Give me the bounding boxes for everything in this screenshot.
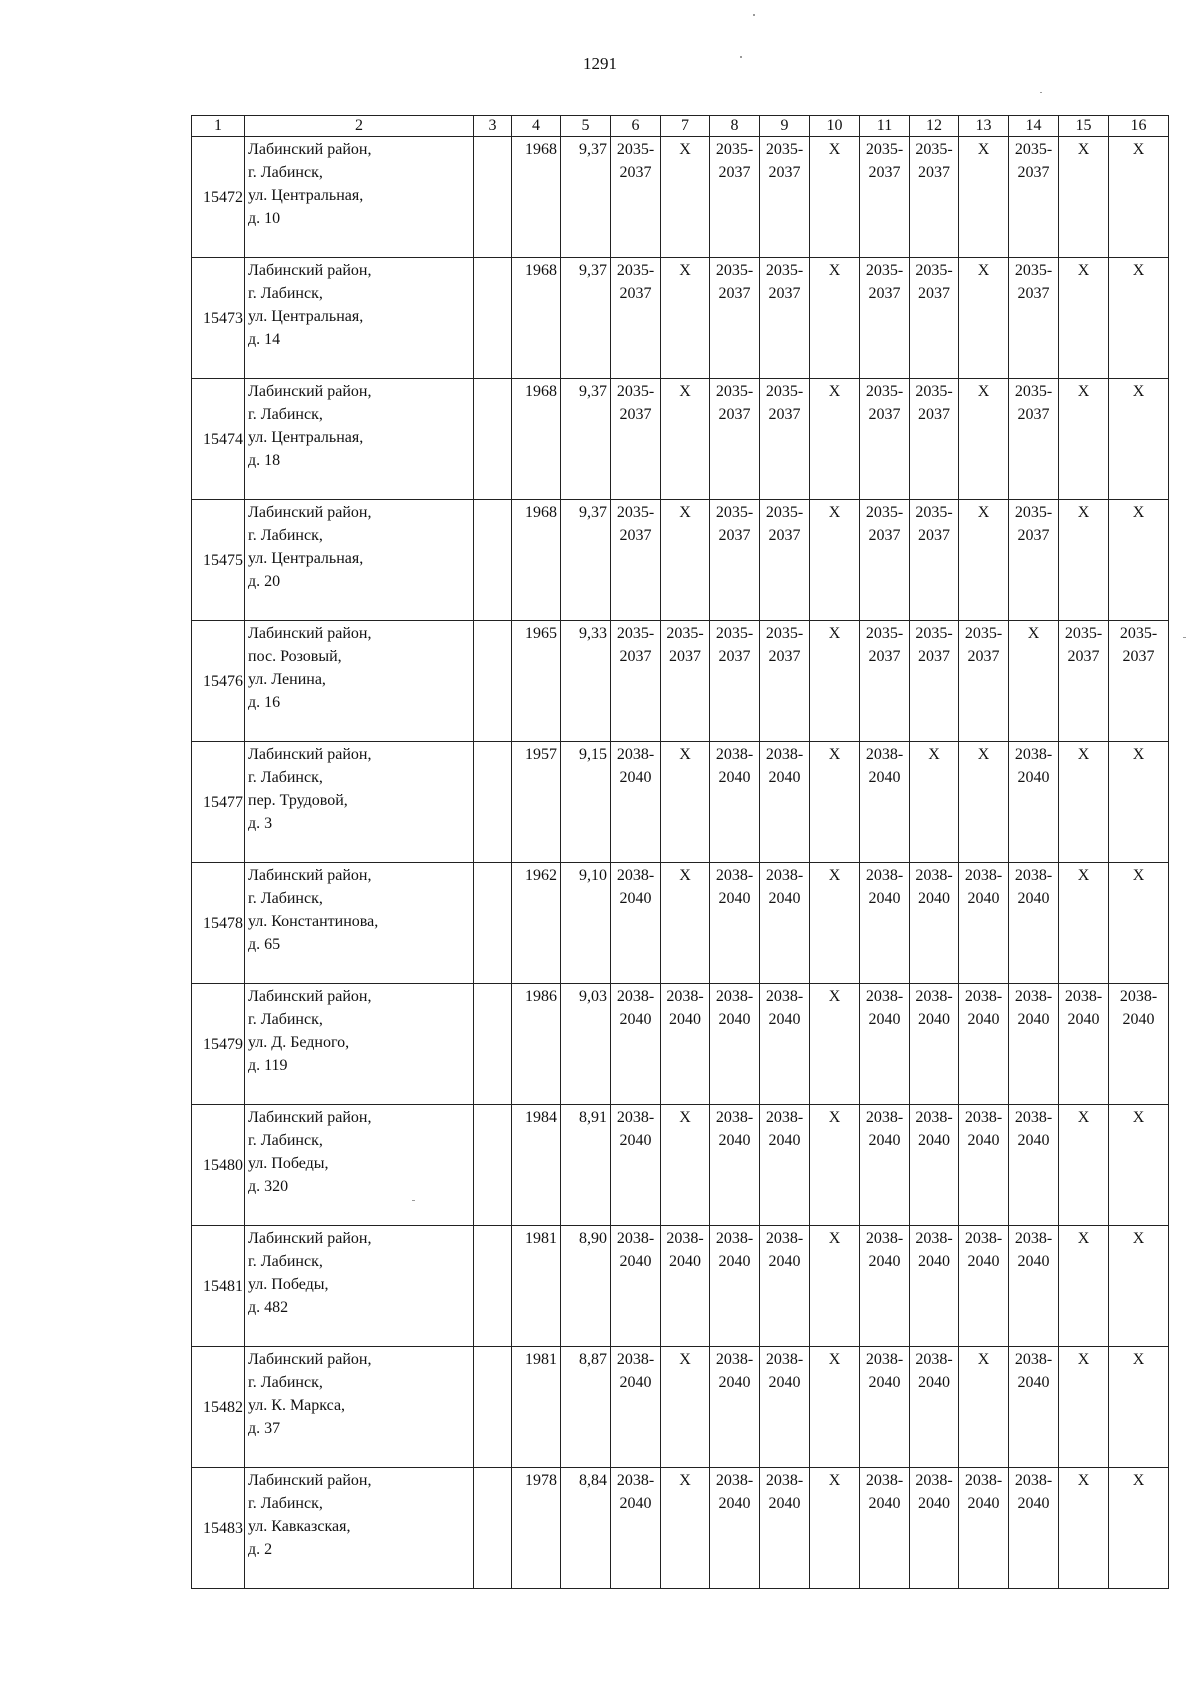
address-line: д. 16 — [248, 694, 281, 711]
period-cell: X — [1109, 258, 1169, 379]
period-cell: 2035- 2037 — [710, 379, 760, 500]
record-number: 15480 — [192, 1105, 245, 1226]
period-cell: X — [959, 137, 1009, 258]
period-cell: 2038- 2040 — [760, 1468, 810, 1589]
address-line: ул. Константинова, — [248, 913, 379, 930]
column-number: 2 — [245, 116, 474, 137]
period-cell: 2038- 2040 — [710, 1347, 760, 1468]
empty-cell — [474, 379, 512, 500]
record-number: 15479 — [192, 984, 245, 1105]
column-number: 6 — [611, 116, 661, 137]
period-cell: X — [810, 258, 860, 379]
address-cell — [245, 863, 474, 984]
coefficient-cell: 9,15 — [561, 742, 611, 863]
period-cell: 2038- 2040 — [611, 1105, 661, 1226]
period-cell: X — [661, 1347, 710, 1468]
table-row — [192, 137, 1169, 258]
period-cell: 2035- 2037 — [910, 379, 959, 500]
address-line: г. Лабинск, — [248, 769, 323, 786]
address-line: г. Лабинск, — [248, 285, 323, 302]
table-row — [192, 500, 1169, 621]
period-cell: 2035- 2037 — [860, 137, 910, 258]
address-line: д. 482 — [248, 1299, 289, 1316]
address-line: Лабинский район, — [248, 988, 372, 1005]
period-cell: 2035- 2037 — [760, 500, 810, 621]
record-number: 15482 — [192, 1347, 245, 1468]
address-line: г. Лабинск, — [248, 164, 323, 181]
address-line: ул. Победы, — [248, 1155, 329, 1172]
period-cell: 2038- 2040 — [611, 984, 661, 1105]
address-line: г. Лабинск, — [248, 1253, 323, 1270]
period-cell: X — [661, 1468, 710, 1589]
period-cell: X — [1059, 500, 1109, 621]
period-cell: 2035- 2037 — [860, 379, 910, 500]
address-line: д. 3 — [248, 815, 273, 832]
empty-cell — [474, 1105, 512, 1226]
year-cell: 1986 — [512, 984, 561, 1105]
period-cell: 2038- 2040 — [760, 1226, 810, 1347]
housing-register-table — [191, 115, 1169, 1589]
period-cell: 2038- 2040 — [611, 863, 661, 984]
address-line: Лабинский район, — [248, 746, 372, 763]
address-line: пер. Трудовой, — [248, 792, 348, 809]
column-number: 3 — [474, 116, 512, 137]
table-row — [192, 1468, 1169, 1589]
period-cell: 2038- 2040 — [760, 742, 810, 863]
column-number-row — [192, 116, 1169, 137]
period-cell: 2035- 2037 — [1009, 258, 1059, 379]
column-number: 4 — [512, 116, 561, 137]
period-cell: X — [1109, 500, 1169, 621]
address-line: д. 119 — [248, 1057, 288, 1074]
address-line: ул. Центральная, — [248, 187, 364, 204]
column-number: 5 — [561, 116, 611, 137]
period-cell: X — [661, 379, 710, 500]
period-cell: X — [810, 500, 860, 621]
period-cell: 2035- 2037 — [760, 621, 810, 742]
address-cell — [245, 742, 474, 863]
period-cell: X — [810, 621, 860, 742]
period-cell: 2035- 2037 — [910, 137, 959, 258]
period-cell: 2038- 2040 — [661, 984, 710, 1105]
record-number: 15483 — [192, 1468, 245, 1589]
address-line: Лабинский район, — [248, 504, 372, 521]
period-cell: X — [810, 984, 860, 1105]
period-cell: 2038- 2040 — [1109, 984, 1169, 1105]
address-line: Лабинский район, — [248, 1109, 372, 1126]
table-row — [192, 258, 1169, 379]
address-line: д. 18 — [248, 452, 281, 469]
period-cell: 2038- 2040 — [611, 1468, 661, 1589]
column-number: 11 — [860, 116, 910, 137]
period-cell: 2038- 2040 — [860, 1347, 910, 1468]
address-line: ул. К. Маркса, — [248, 1397, 346, 1414]
table-row — [192, 621, 1169, 742]
coefficient-cell: 9,33 — [561, 621, 611, 742]
period-cell: 2035- 2037 — [710, 137, 760, 258]
address-line: Лабинский район, — [248, 625, 372, 642]
address-line: д. 10 — [248, 210, 281, 227]
column-number: 10 — [810, 116, 860, 137]
address-line: Лабинский район, — [248, 262, 372, 279]
period-cell: 2038- 2040 — [860, 984, 910, 1105]
period-cell: X — [661, 863, 710, 984]
coefficient-cell: 8,90 — [561, 1226, 611, 1347]
empty-cell — [474, 500, 512, 621]
period-cell: 2038- 2040 — [1009, 1105, 1059, 1226]
period-cell: 2035- 2037 — [710, 621, 760, 742]
address-line: д. 320 — [248, 1178, 289, 1195]
address-line: д. 14 — [248, 331, 281, 348]
period-cell: 2038- 2040 — [959, 863, 1009, 984]
column-number: 8 — [710, 116, 760, 137]
address-line: ул. Центральная, — [248, 308, 364, 325]
empty-cell — [474, 742, 512, 863]
period-cell: 2035- 2037 — [611, 379, 661, 500]
address-cell — [245, 1347, 474, 1468]
period-cell: 2038- 2040 — [959, 1468, 1009, 1589]
address-line: г. Лабинск, — [248, 406, 323, 423]
period-cell: 2038- 2040 — [1009, 863, 1059, 984]
empty-cell — [474, 984, 512, 1105]
period-cell: X — [1059, 379, 1109, 500]
period-cell: X — [959, 379, 1009, 500]
address-line: г. Лабинск, — [248, 1374, 323, 1391]
period-cell: X — [1109, 1105, 1169, 1226]
period-cell: 2035- 2037 — [611, 258, 661, 379]
column-number: 13 — [959, 116, 1009, 137]
period-cell: X — [910, 742, 959, 863]
year-cell: 1978 — [512, 1468, 561, 1589]
period-cell: X — [1059, 137, 1109, 258]
table-row — [192, 379, 1169, 500]
period-cell: 2035- 2037 — [910, 621, 959, 742]
period-cell: X — [1059, 1347, 1109, 1468]
scan-speck — [1040, 92, 1042, 93]
period-cell: 2038- 2040 — [611, 1347, 661, 1468]
empty-cell — [474, 863, 512, 984]
address-cell — [245, 984, 474, 1105]
period-cell: X — [1009, 621, 1059, 742]
period-cell: 2038- 2040 — [959, 1226, 1009, 1347]
period-cell: X — [661, 137, 710, 258]
period-cell: 2035- 2037 — [1059, 621, 1109, 742]
period-cell: 2038- 2040 — [910, 984, 959, 1105]
table-body — [192, 116, 1169, 1589]
period-cell: 2035- 2037 — [760, 258, 810, 379]
address-cell — [245, 1468, 474, 1589]
scan-speck — [753, 14, 755, 16]
column-number: 9 — [760, 116, 810, 137]
year-cell: 1968 — [512, 258, 561, 379]
record-number: 15472 — [192, 137, 245, 258]
period-cell: X — [959, 500, 1009, 621]
address-cell — [245, 500, 474, 621]
address-cell — [245, 1105, 474, 1226]
table-row — [192, 863, 1169, 984]
table-row — [192, 1347, 1169, 1468]
period-cell: X — [810, 379, 860, 500]
coefficient-cell: 9,37 — [561, 379, 611, 500]
address-line: д. 20 — [248, 573, 281, 590]
period-cell: X — [959, 742, 1009, 863]
period-cell: X — [1059, 1468, 1109, 1589]
table-row — [192, 1105, 1169, 1226]
year-cell: 1984 — [512, 1105, 561, 1226]
period-cell: X — [810, 1226, 860, 1347]
period-cell: 2038- 2040 — [860, 1226, 910, 1347]
address-line: г. Лабинск, — [248, 1495, 323, 1512]
address-line: пос. Розовый, — [248, 648, 342, 665]
page-number: 1291 — [583, 54, 617, 73]
period-cell: 2038- 2040 — [860, 1105, 910, 1226]
year-cell: 1968 — [512, 137, 561, 258]
period-cell: X — [1109, 863, 1169, 984]
period-cell: 2038- 2040 — [710, 1226, 760, 1347]
period-cell: 2038- 2040 — [860, 742, 910, 863]
column-number: 12 — [910, 116, 959, 137]
address-line: ул. Победы, — [248, 1276, 329, 1293]
address-line: Лабинский район, — [248, 1230, 372, 1247]
address-line: г. Лабинск, — [248, 890, 323, 907]
period-cell: X — [1059, 863, 1109, 984]
address-line: д. 2 — [248, 1541, 273, 1558]
address-cell — [245, 621, 474, 742]
record-number: 15477 — [192, 742, 245, 863]
period-cell: 2038- 2040 — [959, 984, 1009, 1105]
table-row — [192, 984, 1169, 1105]
address-line: г. Лабинск, — [248, 527, 323, 544]
year-cell: 1981 — [512, 1347, 561, 1468]
scan-speck — [412, 1200, 415, 1201]
period-cell: 2035- 2037 — [611, 137, 661, 258]
period-cell: 2038- 2040 — [760, 984, 810, 1105]
address-cell — [245, 379, 474, 500]
empty-cell — [474, 1347, 512, 1468]
column-number: 7 — [661, 116, 710, 137]
period-cell: 2038- 2040 — [710, 1468, 760, 1589]
period-cell: 2035- 2037 — [910, 500, 959, 621]
coefficient-cell: 9,37 — [561, 137, 611, 258]
year-cell: 1962 — [512, 863, 561, 984]
record-number: 15481 — [192, 1226, 245, 1347]
address-line: д. 65 — [248, 936, 281, 953]
period-cell: X — [1109, 379, 1169, 500]
period-cell: 2038- 2040 — [611, 742, 661, 863]
empty-cell — [474, 137, 512, 258]
coefficient-cell: 9,37 — [561, 258, 611, 379]
period-cell: X — [1059, 1105, 1109, 1226]
period-cell: 2035- 2037 — [860, 621, 910, 742]
period-cell: 2038- 2040 — [860, 1468, 910, 1589]
address-line: Лабинский район, — [248, 867, 372, 884]
period-cell: 2035- 2037 — [760, 137, 810, 258]
empty-cell — [474, 258, 512, 379]
period-cell: X — [959, 1347, 1009, 1468]
period-cell: 2035- 2037 — [1109, 621, 1169, 742]
period-cell: 2038- 2040 — [910, 1347, 959, 1468]
year-cell: 1981 — [512, 1226, 561, 1347]
coefficient-cell: 8,84 — [561, 1468, 611, 1589]
period-cell: X — [1059, 258, 1109, 379]
column-number: 16 — [1109, 116, 1169, 137]
period-cell: X — [810, 137, 860, 258]
coefficient-cell: 8,87 — [561, 1347, 611, 1468]
period-cell: 2038- 2040 — [910, 1468, 959, 1589]
period-cell: 2035- 2037 — [760, 379, 810, 500]
coefficient-cell: 9,37 — [561, 500, 611, 621]
year-cell: 1965 — [512, 621, 561, 742]
period-cell: X — [810, 742, 860, 863]
period-cell: 2038- 2040 — [1059, 984, 1109, 1105]
period-cell: X — [1059, 1226, 1109, 1347]
period-cell: 2035- 2037 — [860, 258, 910, 379]
period-cell: 2035- 2037 — [860, 500, 910, 621]
address-line: ул. Кавказская, — [248, 1518, 351, 1535]
address-line: г. Лабинск, — [248, 1011, 323, 1028]
period-cell: 2038- 2040 — [910, 1105, 959, 1226]
period-cell: 2035- 2037 — [611, 500, 661, 621]
period-cell: X — [661, 1105, 710, 1226]
period-cell: X — [810, 1347, 860, 1468]
period-cell: 2035- 2037 — [661, 621, 710, 742]
period-cell: X — [1109, 742, 1169, 863]
period-cell: 2038- 2040 — [959, 1105, 1009, 1226]
period-cell: 2035- 2037 — [1009, 137, 1059, 258]
period-cell: 2035- 2037 — [910, 258, 959, 379]
address-line: Лабинский район, — [248, 141, 372, 158]
period-cell: X — [661, 258, 710, 379]
period-cell: 2038- 2040 — [1009, 1347, 1059, 1468]
column-number: 1 — [192, 116, 245, 137]
record-number: 15478 — [192, 863, 245, 984]
address-line: Лабинский район, — [248, 1351, 372, 1368]
table-row — [192, 1226, 1169, 1347]
period-cell: 2038- 2040 — [1009, 1468, 1059, 1589]
period-cell: X — [810, 1105, 860, 1226]
period-cell: 2035- 2037 — [959, 621, 1009, 742]
period-cell: 2038- 2040 — [910, 863, 959, 984]
record-number: 15473 — [192, 258, 245, 379]
address-line: Лабинский район, — [248, 383, 372, 400]
address-line: ул. Д. Бедного, — [248, 1034, 350, 1051]
period-cell: 2038- 2040 — [760, 863, 810, 984]
record-number: 15475 — [192, 500, 245, 621]
coefficient-cell: 9,03 — [561, 984, 611, 1105]
coefficient-cell: 9,10 — [561, 863, 611, 984]
address-line: д. 37 — [248, 1420, 281, 1437]
scan-speck — [740, 56, 742, 58]
period-cell: X — [1059, 742, 1109, 863]
year-cell: 1968 — [512, 379, 561, 500]
year-cell: 1957 — [512, 742, 561, 863]
period-cell: 2038- 2040 — [611, 1226, 661, 1347]
record-number: 15476 — [192, 621, 245, 742]
period-cell: 2038- 2040 — [710, 1105, 760, 1226]
period-cell: X — [661, 742, 710, 863]
empty-cell — [474, 1468, 512, 1589]
period-cell: X — [1109, 1347, 1169, 1468]
period-cell: 2038- 2040 — [760, 1105, 810, 1226]
period-cell: 2038- 2040 — [1009, 984, 1059, 1105]
period-cell: X — [661, 500, 710, 621]
period-cell: 2038- 2040 — [661, 1226, 710, 1347]
scan-speck — [1183, 637, 1186, 638]
period-cell: 2035- 2037 — [611, 621, 661, 742]
period-cell: 2038- 2040 — [1009, 742, 1059, 863]
period-cell: 2035- 2037 — [710, 500, 760, 621]
period-cell: 2038- 2040 — [710, 742, 760, 863]
address-line: ул. Центральная, — [248, 429, 364, 446]
period-cell: X — [1109, 137, 1169, 258]
address-cell — [245, 258, 474, 379]
period-cell: 2038- 2040 — [860, 863, 910, 984]
address-line: ул. Центральная, — [248, 550, 364, 567]
empty-cell — [474, 621, 512, 742]
year-cell: 1968 — [512, 500, 561, 621]
period-cell: X — [1109, 1468, 1169, 1589]
period-cell: X — [810, 863, 860, 984]
address-line: ул. Ленина, — [248, 671, 326, 688]
period-cell: X — [810, 1468, 860, 1589]
period-cell: 2038- 2040 — [760, 1347, 810, 1468]
column-number: 15 — [1059, 116, 1109, 137]
period-cell: 2038- 2040 — [1009, 1226, 1059, 1347]
period-cell: 2038- 2040 — [710, 984, 760, 1105]
empty-cell — [474, 1226, 512, 1347]
address-line: Лабинский район, — [248, 1472, 372, 1489]
period-cell: X — [1109, 1226, 1169, 1347]
record-number: 15474 — [192, 379, 245, 500]
coefficient-cell: 8,91 — [561, 1105, 611, 1226]
period-cell: X — [959, 258, 1009, 379]
table-row — [192, 742, 1169, 863]
address-cell — [245, 137, 474, 258]
period-cell: 2038- 2040 — [710, 863, 760, 984]
column-number: 14 — [1009, 116, 1059, 137]
address-cell — [245, 1226, 474, 1347]
address-line: г. Лабинск, — [248, 1132, 323, 1149]
period-cell: 2035- 2037 — [1009, 379, 1059, 500]
period-cell: 2038- 2040 — [910, 1226, 959, 1347]
period-cell: 2035- 2037 — [1009, 500, 1059, 621]
period-cell: 2035- 2037 — [710, 258, 760, 379]
